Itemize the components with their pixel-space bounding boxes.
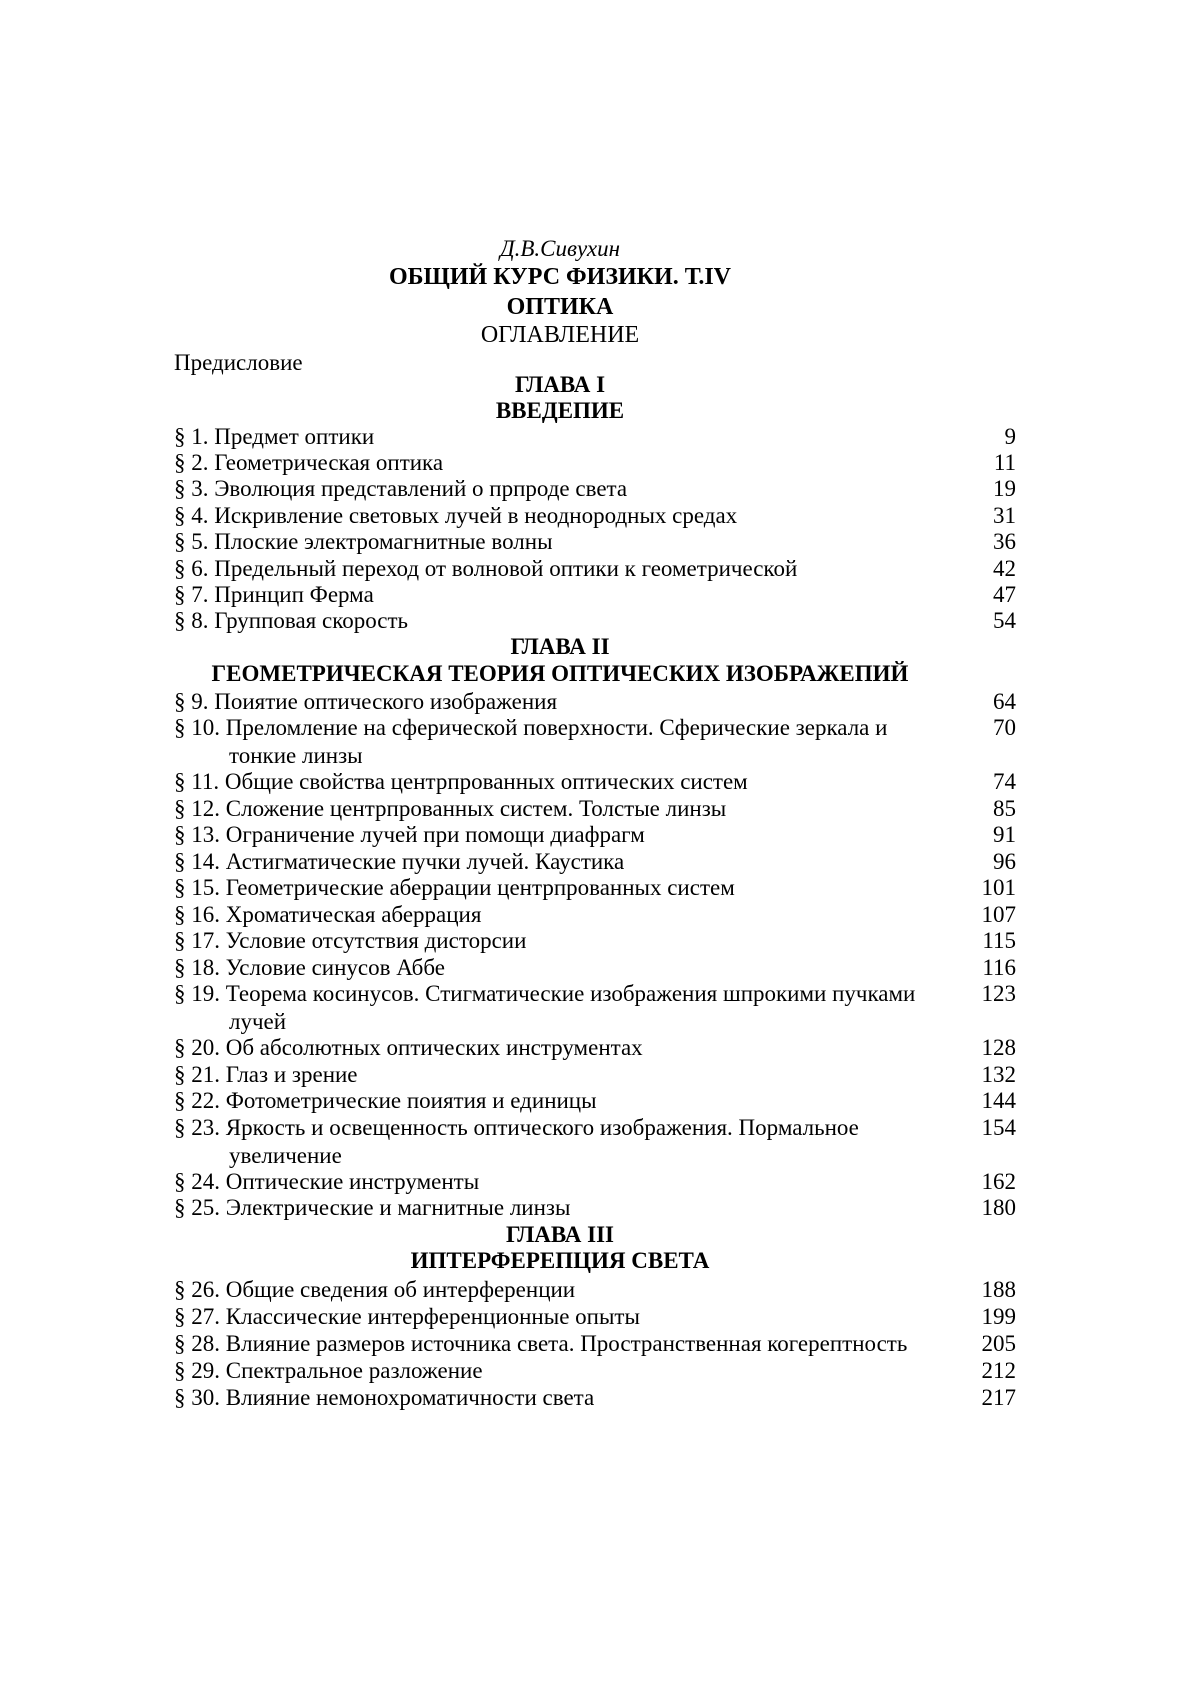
toc-entry-title: § 21. Глаз и зрение	[174, 1062, 358, 1087]
chapter-name: ГЕОМЕТРИЧЕСКАЯ ТЕОРИЯ ОПТИЧЕСКИХ ИЗОБРАЖЕПИЙ	[211, 661, 909, 686]
chapter-name: ВВЕДЕПИЕ	[495, 398, 625, 423]
toc-entry-page: 205	[981, 1331, 1016, 1356]
toc-entry-page: 101	[981, 875, 1016, 900]
toc-entry-page: 162	[981, 1169, 1016, 1194]
toc-entry-title: § 29. Спектральное разложение	[174, 1358, 483, 1383]
chapter-name: ИПТЕРФЕРЕПЦИЯ СВЕТА	[410, 1248, 710, 1273]
toc-entry-page: 85	[993, 796, 1016, 821]
toc-entry-title: § 30. Влияние немонохроматичности света	[174, 1385, 595, 1410]
toc-entry-page: 115	[982, 928, 1016, 953]
toc-entry-title: § 13. Ограничение лучей при помощи диафрагм	[174, 822, 645, 847]
toc-entry-title: § 2. Геометрическая оптика	[174, 450, 444, 475]
toc-entry-title: § 6. Предельный переход от волновой оптики к геометрической	[174, 556, 798, 581]
toc-entry-title: § 7. Принцип Ферма	[174, 582, 374, 607]
toc-entry-page: 212	[981, 1358, 1016, 1383]
toc-entry-page: 47	[993, 582, 1016, 607]
toc-entry-title: § 4. Искривление световых лучей в неоднородных средах	[174, 503, 738, 528]
toc-entry-page: 19	[993, 476, 1016, 501]
toc-entry-title: § 15. Геометрические аберрации центрпрованных систем	[174, 875, 735, 900]
toc-entry-page: 70	[993, 715, 1016, 740]
toc-entry-title: § 25. Электрические и магнитные линзы	[174, 1195, 571, 1220]
toc-entry-title: § 22. Фотометрические поиятия и единицы	[174, 1088, 597, 1113]
toc-entry-title: § 17. Условие отсутствия дисторсии	[174, 928, 527, 953]
toc-entry-page: 116	[982, 955, 1016, 980]
toc-entry-title: § 19. Теорема косинусов. Стигматические изображения шпрокими пучками лучей	[174, 981, 916, 1034]
toc-entry-title: § 27. Классические интерференционные опыты	[174, 1304, 640, 1329]
toc-entry-page: 132	[981, 1062, 1016, 1087]
toc-entry-page: 74	[993, 769, 1016, 794]
toc-entry-page: 188	[981, 1277, 1016, 1302]
toc-entry-page: 123	[981, 981, 1016, 1006]
toc-entry-title: § 28. Влияние размеров источника света. Пространственная когерептность	[174, 1331, 908, 1356]
toc-entry-title: § 23. Яркость и освещенность оптического изображения. Пормальное увеличение	[174, 1115, 859, 1168]
toc-entry-page: 180	[981, 1195, 1016, 1220]
toc-entry-title: § 20. Об абсолютных оптических инструментах	[174, 1035, 643, 1060]
toc-entry-page: 11	[993, 450, 1016, 475]
author: Д.В.Сивухин	[499, 236, 621, 261]
toc-entry-page: 42	[993, 556, 1016, 581]
toc-entry-page: 154	[981, 1115, 1016, 1140]
toc-entry-page: 36	[993, 529, 1016, 554]
toc-entry-page: 96	[993, 849, 1016, 874]
toc-entry-title: § 16. Хроматическая аберрация	[174, 902, 482, 927]
toc-entry-page: 128	[981, 1035, 1016, 1060]
chapter-label: ГЛАВА III	[505, 1222, 614, 1247]
toc-entry-title: § 9. Поиятие оптического изображения	[174, 689, 558, 714]
toc-entry-page: 144	[981, 1088, 1016, 1113]
contents-heading: ОГЛАВЛЕНИЕ	[480, 322, 640, 348]
toc-entry-title: § 10. Преломление на сферической поверхности. Сферические зеркала и тонкие линзы	[174, 715, 888, 768]
toc-entry-page: 64	[993, 689, 1016, 714]
toc-entry-title: § 26. Общие сведения об интерференции	[174, 1277, 576, 1302]
toc-entry-page: 217	[981, 1385, 1016, 1410]
preface-entry: Предисловие	[174, 350, 303, 375]
toc-entry-title: § 18. Условие синусов Аббе	[174, 955, 445, 980]
chapter-label: ГЛАВА II	[510, 634, 610, 659]
toc-entry-title: § 24. Оптические инструменты	[174, 1169, 480, 1194]
toc-entry-page: 31	[993, 503, 1016, 528]
toc-entry-title: § 11. Общие свойства центрпрованных оптических систем	[174, 769, 748, 794]
toc-entry-title: § 8. Групповая скорость	[174, 608, 409, 633]
toc-entry-page: 54	[993, 608, 1016, 633]
toc-entry-page: 91	[993, 822, 1016, 847]
book-title: ОБЩИЙ КУРС ФИЗИКИ. Т.IV	[388, 264, 731, 290]
toc-entry-page: 199	[981, 1304, 1016, 1329]
toc-entry-page: 107	[981, 902, 1016, 927]
subject-title: ОПТИКА	[506, 294, 614, 320]
toc-entry-title: § 5. Плоские электромагнитные волны	[174, 529, 553, 554]
toc-entry-title: § 12. Сложение центрпрованных систем. Толстые линзы	[174, 796, 727, 821]
chapter-label: ГЛАВА I	[514, 372, 606, 397]
toc-entry-title: § 14. Астигматические пучки лучей. Каустика	[174, 849, 625, 874]
toc-entry-page: 9	[1004, 424, 1016, 449]
toc-entry-title: § 3. Эволюция представлений о прпроде света	[174, 476, 628, 501]
toc-entry-title: § 1. Предмет оптики	[174, 424, 375, 449]
